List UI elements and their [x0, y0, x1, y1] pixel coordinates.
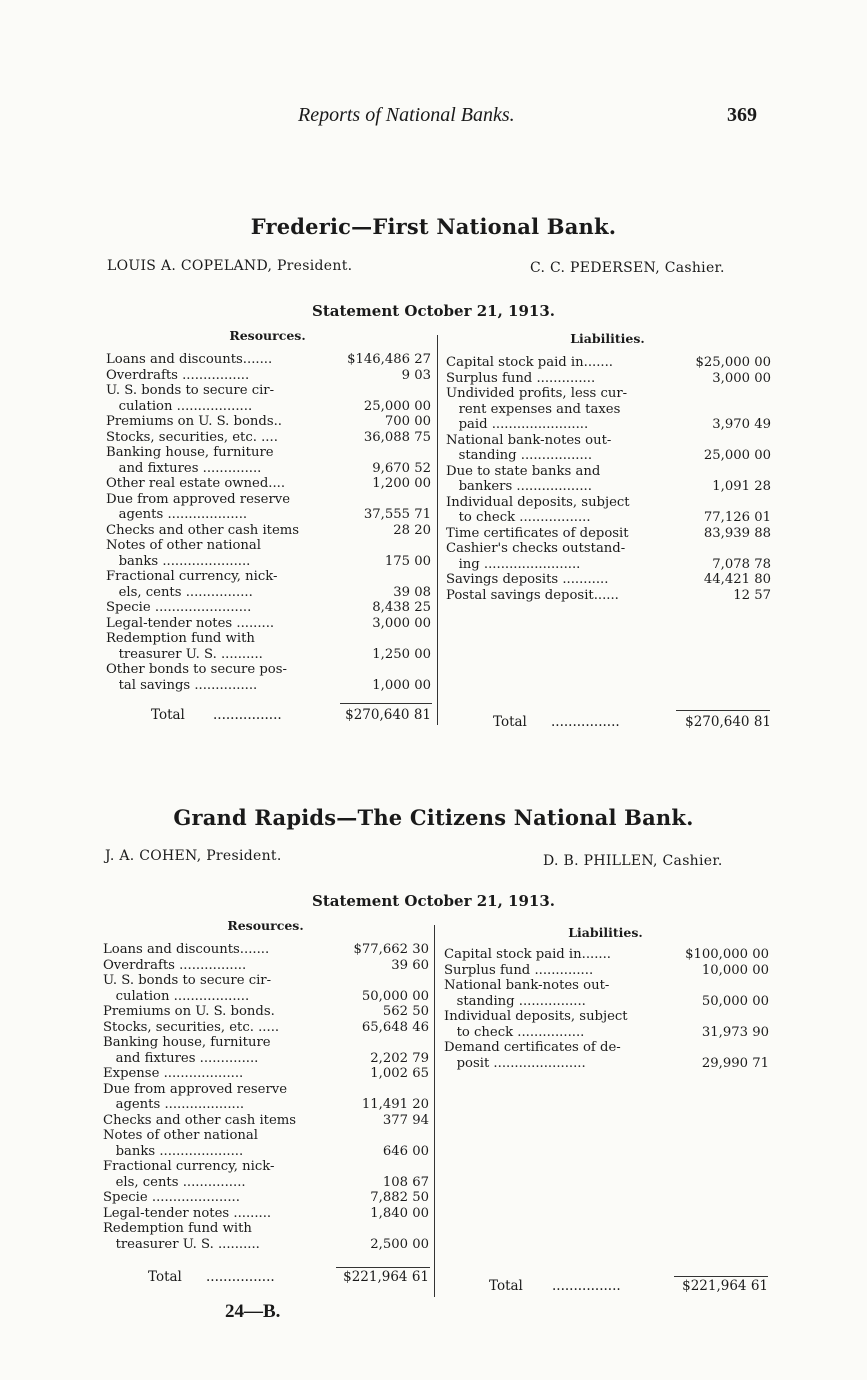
- item-label: Specie .......................: [106, 600, 252, 615]
- item-amount: 1,002 65: [370, 1066, 429, 1081]
- resource-row: [103, 1159, 429, 1190]
- statement-date: Statement October 21, 1913.: [311, 892, 555, 910]
- resource-row: [106, 352, 431, 368]
- liabilities-total: $270,640 81: [685, 714, 771, 730]
- item-amount: $146,486 27: [347, 352, 431, 367]
- item-label: Cashier's checks outstand- ing .......................: [446, 541, 626, 572]
- resource-row: [106, 492, 431, 523]
- president-name: LOUIS A. COPELAND, President.: [107, 258, 353, 274]
- liability-row: [444, 978, 769, 1009]
- liability-row: [444, 963, 769, 979]
- resource-row: [103, 1082, 429, 1113]
- resource-row: [106, 600, 431, 616]
- total-label: Total: [489, 1278, 523, 1294]
- liability-row: [444, 1040, 769, 1071]
- liabilities-heading: Liabilities.: [570, 331, 645, 346]
- item-amount: 25,000 00: [703, 448, 771, 463]
- item-label: Due from approved reserve agents ...................: [106, 491, 291, 522]
- item-amount: $100,000 00: [685, 947, 769, 962]
- item-label: Stocks, securities, etc. .....: [103, 1019, 280, 1035]
- item-label: Other real estate owned....: [106, 476, 286, 491]
- liability-row: [446, 464, 771, 495]
- item-label: Other bonds to secure pos- tal savings ...............: [106, 662, 287, 693]
- item-amount: 3,000 00: [712, 370, 771, 386]
- item-amount: 108 67: [382, 1174, 429, 1190]
- resources-total: $221,964 61: [343, 1269, 429, 1285]
- total-rule: [340, 703, 432, 704]
- item-amount: 44,421 80: [703, 572, 771, 587]
- resource-row: [106, 430, 431, 446]
- total-rule: [676, 710, 770, 711]
- resource-row: [106, 445, 431, 476]
- item-amount: 31,973 90: [701, 1024, 769, 1040]
- resource-row: [103, 1066, 429, 1082]
- item-amount: 29,990 71: [701, 1055, 769, 1071]
- resource-row: [106, 631, 431, 662]
- liabilities-total-row: [0, 1278, 867, 1298]
- total-leader: ................: [213, 707, 282, 723]
- president-name: J. A. COHEN, President.: [105, 848, 282, 864]
- item-amount: 1,840 00: [370, 1205, 429, 1221]
- bank-title: Frederic—First National Bank.: [250, 214, 617, 239]
- item-label: Surplus fund ..............: [446, 370, 596, 386]
- resources-list: [103, 942, 429, 1252]
- resource-row: [103, 1128, 429, 1159]
- signature-mark: 24—B.: [225, 1301, 281, 1322]
- liability-row: [446, 433, 771, 464]
- item-label: Overdrafts ................: [106, 367, 250, 383]
- cashier-name: D. B. PHILLEN, Cashier.: [543, 853, 723, 869]
- item-label: Checks and other cash items: [106, 522, 300, 538]
- item-amount: 39 08: [393, 584, 431, 600]
- bank-title: Grand Rapids—The Citizens National Bank.: [173, 805, 694, 830]
- liability-row: [446, 386, 771, 433]
- item-amount: 25,000 00: [363, 398, 431, 414]
- item-label: Capital stock paid in.......: [446, 355, 613, 370]
- resource-row: [106, 414, 431, 430]
- resource-row: [103, 942, 429, 958]
- total-rule: [336, 1267, 430, 1268]
- item-label: Due from approved reserve agents ...................: [103, 1081, 288, 1112]
- item-amount: 646 00: [382, 1143, 429, 1159]
- item-label: Undivided profits, less cur- rent expenses and taxes paid .......................: [446, 386, 628, 432]
- item-amount: 2,202 79: [370, 1050, 429, 1066]
- item-label: Specie .....................: [103, 1190, 240, 1205]
- item-amount: 11,491 20: [361, 1097, 429, 1112]
- liabilities-total-row: [0, 714, 867, 734]
- item-amount: 9 03: [401, 367, 431, 383]
- liabilities-list: [444, 947, 769, 1071]
- liability-row: [446, 588, 771, 604]
- item-label: Premiums on U. S. bonds..: [106, 414, 282, 429]
- resource-row: [103, 1190, 429, 1206]
- total-rule: [674, 1276, 768, 1277]
- item-label: Postal savings deposit......: [446, 587, 619, 603]
- item-amount: 7,078 78: [712, 556, 771, 572]
- statement-date: Statement October 21, 1913.: [311, 302, 555, 320]
- liabilities-list: [446, 355, 771, 603]
- cashier-name: C. C. PEDERSEN, Cashier.: [530, 260, 725, 276]
- total-label: Total: [151, 707, 185, 723]
- item-label: Individual deposits, subject to check ................: [444, 1009, 628, 1040]
- resource-row: [103, 1113, 429, 1129]
- item-amount: $25,000 00: [695, 355, 771, 370]
- page-number: 369: [727, 104, 757, 126]
- liability-row: [446, 572, 771, 588]
- total-leader: ................: [552, 1278, 621, 1294]
- item-amount: 50,000 00: [361, 988, 429, 1004]
- item-amount: 562 50: [382, 1004, 429, 1019]
- item-amount: 65,648 46: [361, 1019, 429, 1035]
- item-amount: 28 20: [393, 522, 431, 538]
- resource-row: [103, 1004, 429, 1020]
- item-amount: $77,662 30: [353, 942, 429, 957]
- item-amount: 77,126 01: [703, 510, 771, 525]
- total-label: Total: [148, 1269, 182, 1285]
- item-label: U. S. bonds to secure cir- culation ..................: [103, 973, 272, 1004]
- resource-row: [106, 538, 431, 569]
- resource-row: [106, 476, 431, 492]
- item-label: Savings deposits ...........: [446, 572, 609, 587]
- item-amount: 175 00: [384, 553, 431, 569]
- total-leader: ................: [206, 1269, 275, 1285]
- item-label: Overdrafts ................: [103, 957, 247, 973]
- liabilities-total: $221,964 61: [682, 1278, 768, 1294]
- total-label: Total: [493, 714, 527, 730]
- item-amount: 39 60: [391, 957, 429, 973]
- running-title: Reports of National Banks.: [298, 104, 515, 126]
- item-amount: 8,438 25: [372, 600, 431, 615]
- column-divider: [437, 335, 438, 725]
- resource-row: [103, 973, 429, 1004]
- item-label: Checks and other cash items: [103, 1112, 297, 1128]
- item-amount: 2,500 00: [370, 1236, 429, 1252]
- item-amount: 700 00: [384, 414, 431, 429]
- item-label: Banking house, furniture and fixtures ..............: [103, 1035, 271, 1066]
- liability-row: [444, 947, 769, 963]
- item-amount: 12 57: [733, 587, 771, 603]
- item-label: Legal-tender notes .........: [106, 615, 275, 631]
- liability-row: [446, 371, 771, 387]
- item-label: National bank-notes out- standing ................: [444, 978, 610, 1009]
- item-label: Capital stock paid in.......: [444, 947, 611, 962]
- item-label: Expense ...................: [103, 1066, 244, 1081]
- item-label: Loans and discounts.......: [103, 942, 270, 957]
- resource-row: [103, 1035, 429, 1066]
- item-amount: 1,091 28: [712, 479, 771, 494]
- item-label: Premiums on U. S. bonds.: [103, 1004, 275, 1019]
- column-divider: [434, 925, 435, 1297]
- resource-row: [103, 958, 429, 974]
- resources-total: $270,640 81: [345, 707, 431, 723]
- resource-row: [106, 662, 431, 693]
- item-amount: 1,250 00: [372, 646, 431, 662]
- item-label: National bank-notes out- standing .................: [446, 432, 612, 463]
- item-label: Notes of other national banks ....................: [103, 1128, 258, 1159]
- liability-row: [446, 355, 771, 371]
- item-label: Individual deposits, subject to check .................: [446, 494, 630, 525]
- resources-list: [106, 352, 431, 693]
- item-label: Notes of other national banks .....................: [106, 538, 261, 569]
- item-label: Fractional currency, nick- els, cents ...............: [103, 1159, 275, 1190]
- item-amount: 1,000 00: [372, 677, 431, 693]
- item-label: Redemption fund with treasurer U. S. ..........: [106, 631, 263, 662]
- liability-row: [444, 1009, 769, 1040]
- total-leader: ................: [551, 714, 620, 730]
- item-label: Fractional currency, nick- els, cents ................: [106, 569, 278, 600]
- resource-row: [103, 1206, 429, 1222]
- item-label: Legal-tender notes .........: [103, 1205, 272, 1221]
- liabilities-heading: Liabilities.: [568, 925, 643, 940]
- resource-row: [103, 1020, 429, 1036]
- resource-row: [103, 1221, 429, 1252]
- resource-row: [106, 368, 431, 384]
- resources-heading: Resources.: [229, 328, 306, 343]
- item-amount: 36,088 75: [363, 429, 431, 445]
- item-label: Time certificates of deposit: [446, 525, 629, 541]
- liability-row: [446, 495, 771, 526]
- resource-row: [106, 523, 431, 539]
- item-amount: 377 94: [382, 1112, 429, 1128]
- item-label: Loans and discounts.......: [106, 352, 273, 367]
- item-label: Due to state banks and bankers ..................: [446, 463, 601, 494]
- liability-row: [446, 526, 771, 542]
- resource-row: [106, 569, 431, 600]
- item-label: Banking house, furniture and fixtures ..............: [106, 445, 274, 476]
- item-amount: 37,555 71: [363, 507, 431, 522]
- item-amount: 3,000 00: [372, 615, 431, 631]
- resources-heading: Resources.: [227, 918, 304, 933]
- item-amount: 7,882 50: [370, 1190, 429, 1205]
- item-label: U. S. bonds to secure cir- culation ..................: [106, 383, 275, 414]
- resource-row: [106, 383, 431, 414]
- item-label: Redemption fund with treasurer U. S. ..........: [103, 1221, 260, 1252]
- item-amount: 50,000 00: [701, 993, 769, 1009]
- item-label: Surplus fund ..............: [444, 962, 594, 978]
- item-amount: 83,939 88: [703, 525, 771, 541]
- item-label: Stocks, securities, etc. ....: [106, 429, 278, 445]
- item-amount: 1,200 00: [372, 476, 431, 491]
- resource-row: [106, 616, 431, 632]
- item-amount: 3,970 49: [712, 417, 771, 432]
- liability-row: [446, 541, 771, 572]
- item-amount: 9,670 52: [372, 460, 431, 476]
- item-amount: 10,000 00: [701, 962, 769, 978]
- item-label: Demand certificates of de- posit ......................: [444, 1040, 621, 1071]
